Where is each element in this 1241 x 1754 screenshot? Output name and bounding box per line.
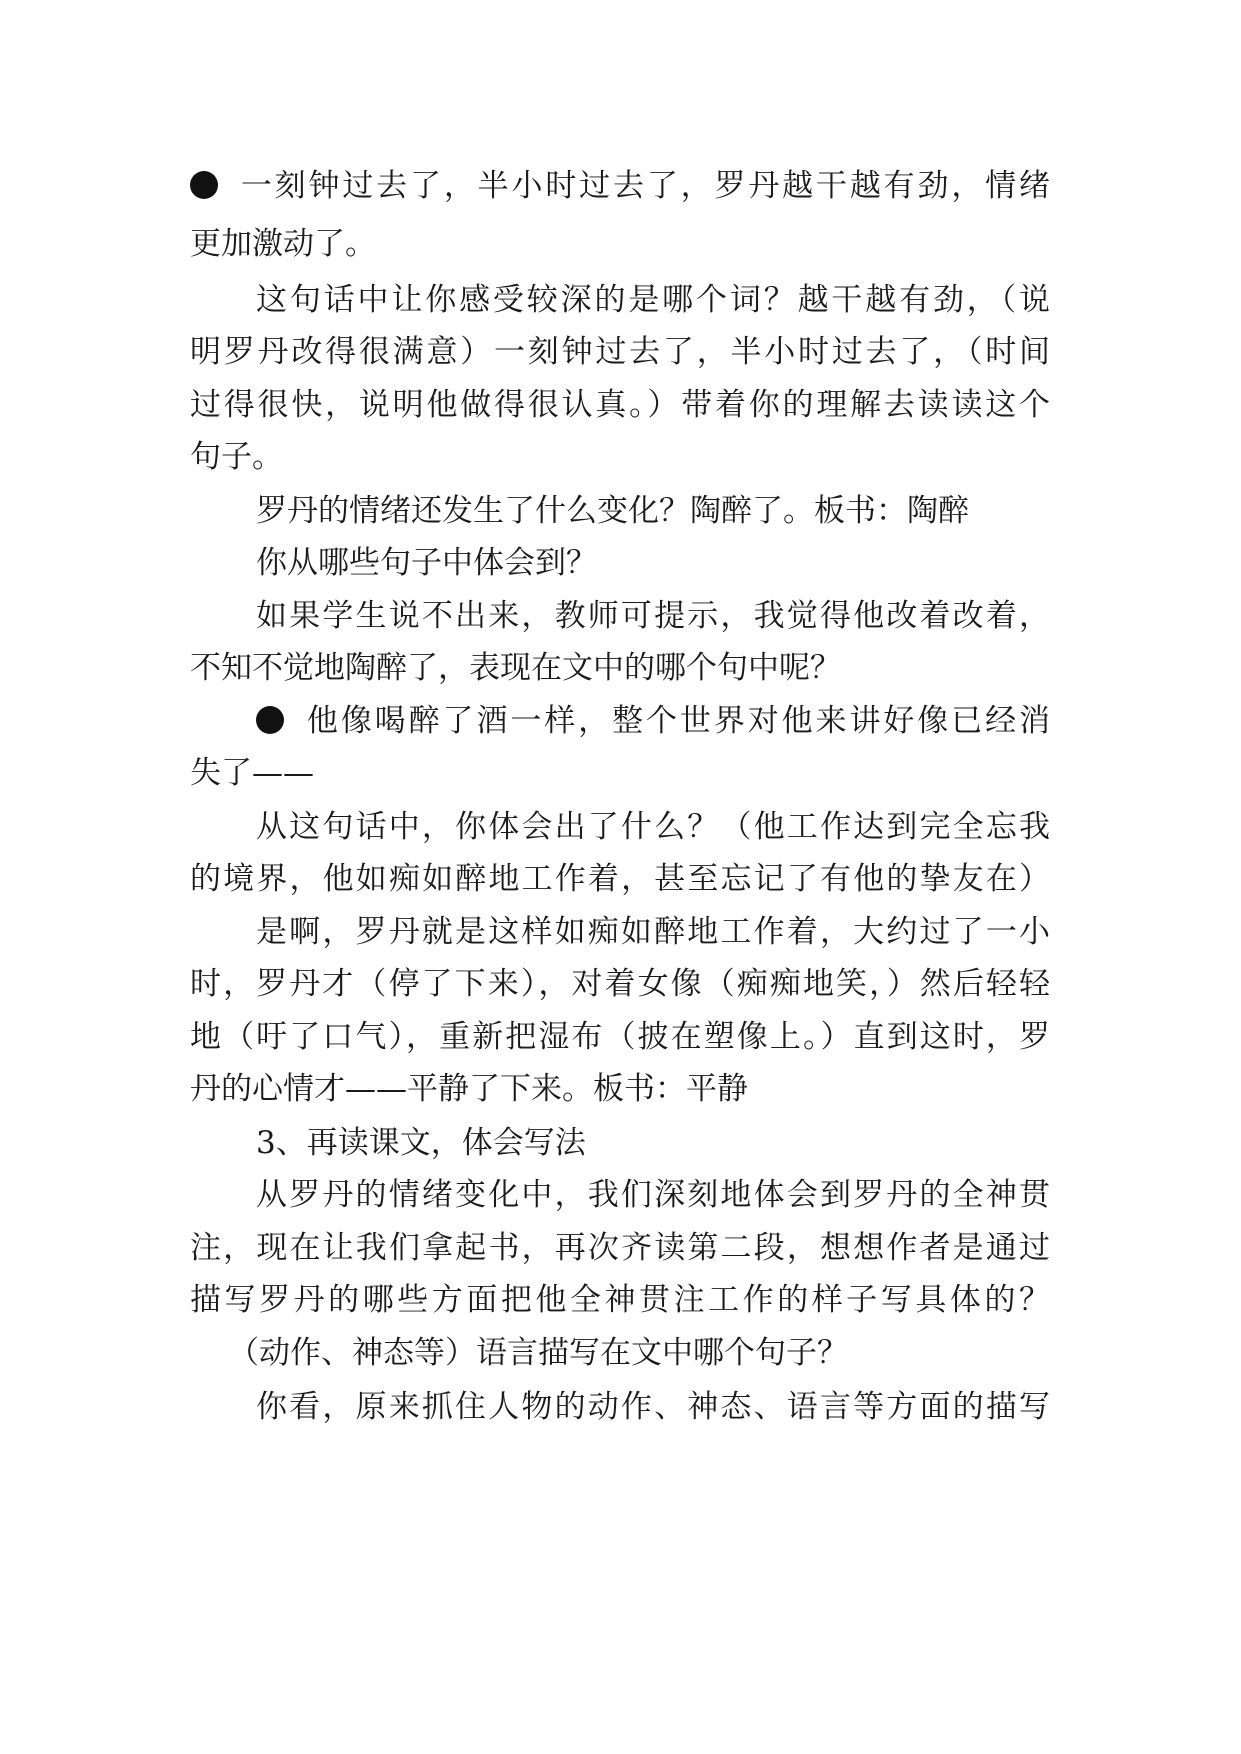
paragraph-line: 丹的心情才——平静了下来。板书：平静 bbox=[190, 1071, 748, 1107]
paragraph-line: （动作、神态等）语言描写在文中哪个句子？ bbox=[228, 1335, 848, 1371]
paragraph-line: 描写罗丹的哪些方面把他全神贯注工作的样子写具体的？ bbox=[190, 1282, 1050, 1318]
paragraph-line: 注，现在让我们拿起书，再次齐读第二段，想想作者是通过 bbox=[190, 1230, 1050, 1266]
section-heading: 3、再读课文，体会写法 bbox=[256, 1125, 586, 1161]
paragraph-line: 时，罗丹才（停了下来），对着女像（痴痴地笑，）然后轻轻 bbox=[190, 966, 1050, 1002]
paragraph-line: 不知不觉地陶醉了，表现在文中的哪个句中呢？ bbox=[190, 650, 841, 686]
paragraph-line bbox=[190, 157, 1050, 215]
paragraph-line: 的境界，他如痴如醉地工作着，甚至忘记了有他的挚友在） bbox=[190, 861, 1050, 897]
paragraph-line: 失了—— bbox=[190, 755, 314, 791]
paragraph-line: 过得很快，说明他做得很认真。）带着你的理解去读读这个 bbox=[190, 387, 1050, 423]
paragraph-line: 你从哪些句子中体会到？ bbox=[256, 545, 597, 581]
bullet-icon bbox=[256, 706, 284, 734]
paragraph-line: 从这句话中，你体会出了什么？（他工作达到完全忘我 bbox=[256, 809, 1050, 845]
paragraph-line: 句子。 bbox=[190, 439, 283, 475]
paragraph-line: 从罗丹的情绪变化中，我们深刻地体会到罗丹的全神贯 bbox=[256, 1177, 1050, 1213]
paragraph-line: 如果学生说不出来，教师可提示，我觉得他改着改着， bbox=[256, 598, 1050, 634]
bullet-icon bbox=[190, 171, 218, 199]
paragraph-line: 明罗丹改得很满意）一刻钟过去了，半小时过去了，（时间 bbox=[190, 334, 1050, 370]
paragraph-line: 你看，原来抓住人物的动作、神态、语言等方面的描写 bbox=[256, 1389, 1050, 1425]
line-text: 一刻钟过去了，半小时过去了，罗丹越干越有劲，情绪 bbox=[238, 168, 1050, 204]
paragraph-line: 这句话中让你感受较深的是哪个词？越干越有劲，（说 bbox=[256, 282, 1050, 318]
paragraph-line bbox=[256, 692, 1050, 750]
paragraph-line: 地（吁了口气），重新把湿布（披在塑像上。）直到这时，罗 bbox=[190, 1019, 1050, 1055]
paragraph-line: 更加激动了。 bbox=[190, 226, 376, 262]
paragraph-line: 罗丹的情绪还发生了什么变化？陶醉了。板书：陶醉 bbox=[256, 493, 969, 529]
line-text: 他像喝醉了酒一样，整个世界对他来讲好像已经消 bbox=[304, 703, 1050, 739]
paragraph-line: 是啊，罗丹就是这样如痴如醉地工作着，大约过了一小 bbox=[256, 914, 1050, 950]
